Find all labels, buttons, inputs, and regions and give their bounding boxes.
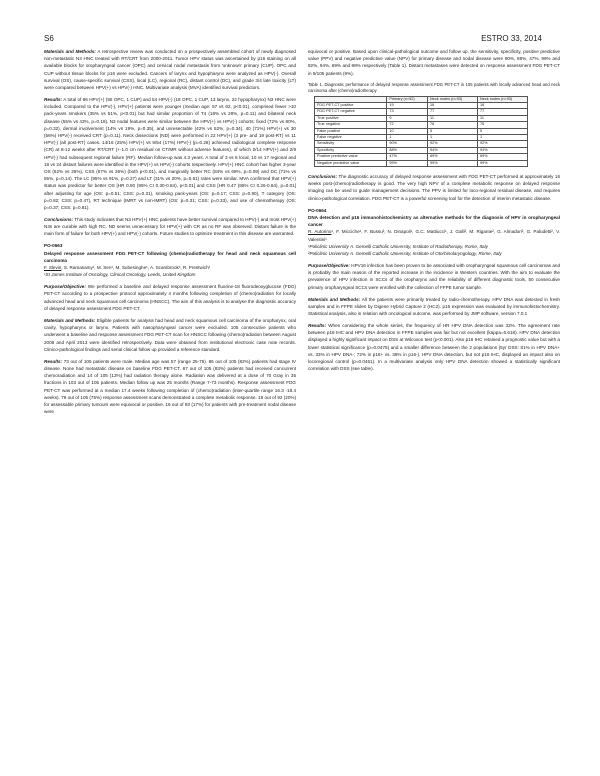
methods-text: Eligible patients for analysis had head and neck squamous cell carcinoma of the oropharynx, oral cavity, hypopharynx or larynx. Patients with nasopharyngeal cancer were excluded. 105 consecutive patients who underwent a baseline and response assessment FDG PET-CT scan for HNSCC following (chemo)radiation between August 2008 and April 2013 were identified retrospectively. Data were obtained from institutional electronic case note records. Clinico-pathological findings and serial clinical follow up provided a reference standard. — [44, 317, 297, 352]
table-cell: 11 — [428, 115, 478, 121]
table-cell: 94% — [428, 147, 478, 153]
table-cell: 5 — [478, 128, 528, 134]
abstract-methods-0663 — [44, 317, 296, 353]
right-column — [308, 48, 560, 377]
table-header-cell: Primary (n=92) — [387, 96, 428, 102]
table-cell: 16 — [478, 103, 528, 109]
table-cell: 72 — [387, 122, 428, 128]
abstract-id-0664: PO-0664 — [308, 207, 327, 213]
right-conclusions-paragraph — [308, 173, 560, 202]
left-results-label: Results: — [44, 97, 63, 103]
table-cell: 99% — [478, 160, 528, 166]
table-cell: 11 — [478, 115, 528, 121]
table-cell: FDG PET-CT positive — [315, 103, 387, 109]
right-continued-paragraph: equivocal or positive. Based upon clinical-pathological outcome and follow up, the sensitivity, specificity, positive predictive value (PPV) and negative predictive value (NPV) for primary disease and nodal disease were 90%, 88%, 47%, 99% and 92%, 94%, 69% and 99% respectively (Table 1). Distant metastases were detected on response assessment FDG PET-CT in 9/105 patients (9%). — [308, 49, 560, 76]
table-cell: 88% — [387, 147, 428, 153]
table-cell: 99% — [387, 160, 428, 166]
table-cell: True negative — [315, 122, 387, 128]
table-cell: 77 — [478, 109, 528, 115]
journal-header: ESTRO 33, 2014 — [481, 34, 542, 43]
abstract-title-0664: DNA detection and p16 immunohistochemistry as alternative methods for the diagnosis of HPV in oropharyngeal cancer — [308, 214, 560, 228]
table-cell: 1 — [387, 135, 428, 141]
table-cell: 92% — [478, 141, 528, 147]
authors-list: , S. Ramasamy¹, M. Sen¹, M. Subesinghe¹, A. Scarsbrook¹, R. Prestwich¹ — [61, 265, 211, 271]
abstract-affiliation-1: ¹Policlinic University A. Gemelli Catholic University, Institute of Radiotherapy, Rome, Italy — [308, 243, 488, 249]
table-cell: False negative — [315, 135, 387, 141]
presenter-name: F. Slevin — [44, 265, 62, 271]
table-cell: 76 — [478, 122, 528, 128]
left-column — [44, 48, 296, 420]
table-row — [315, 160, 528, 166]
abstract-results-0664 — [308, 322, 560, 372]
table-cell: 99% — [428, 160, 478, 166]
table-cell: 16 — [428, 103, 478, 109]
abstract-affiliation-2: ²Policlinic University A. Gemelli Catholic University, Institute of Otorhinolaryngology, Rome, Italy — [308, 250, 502, 256]
abstract-purpose-0663 — [44, 283, 296, 312]
results-label: Results: — [44, 358, 63, 364]
table-cell: False positive — [315, 128, 387, 134]
left-methods-label: Materials and Methods: — [44, 49, 96, 54]
left-conclusions-text: This study indicates that N3 HPV(+) HNC patients have better survival compared to HPV(-) and most HPV(+) N3s are curable with high RC. ND seems unnecessary for HPV(+) with CR as no RF was observed. Distant failure is the main form of failure for both HPV(+) and HPV(-) cohorts. Future studies to optimize treatment in this disease are warranted. — [44, 217, 296, 237]
abstract-title-0663: Delayed response assessment FDG PET-CT following (chemo)radiotherapy for head and neck squamous cell carcinoma — [44, 250, 296, 263]
table-cell: Sensitivity — [315, 141, 387, 147]
results-table — [314, 96, 528, 167]
authors-list: ¹, F. Micciche¹, F. Bussu², N. Dinapoli¹, G.C. Mattiucci¹, J. Galli², M. Rigante², G. Almadori², G. Paludetti², V. Valentini¹ — [308, 229, 560, 242]
table-cell: Negative predictive value — [315, 160, 387, 166]
right-conclusions-label: Conclusions: — [308, 174, 338, 180]
left-results-text: A total of 86 HPV(+) (55 OPC, 1 CUP) and 54 HPV(-) (18 OPC, 1 CUP, 13 larynx, 22 hypopharynx) N3 HNC were included. Compared to the HPV(-), HPV(+) patients were younger (median age: 57 vs 62, p<0.01), comprised fewer >10 pack-years smokers (35% vs 51%, p<0.01) but had similar proportion of T4 (18% vs 28%, p=0.11) and bilateral neck disease (55% vs 43%, p=0.18). N3 nodal features were similar between the HPV(+) vs HPV(-) cohorts: fixed (72% vs 80%, p=0.32), dermal involvement (14% vs 19%, p=0.35), and unresectable (42% vs 52%, p=0.34). 40 (71%) HPV(+) vs 30 (56%) HPV(-) received CRT (p=0.11). Neck dissections (ND) were performed in 22 HPV(+) (3 pre- and 19 post-RT) vs 11 HPV(-) (all post-RT) cases. 14/16 (25%) HPV(+) vs 9/54 (17%) HPV(-) (p=0.28) achieved radiological complete response (CR) at 8-12 weeks after RT/CRT (+-1.0 cm residual on CT/MR without adverse features), of which 0/14 HPV(+) and 2/9 HPV(-) had subsequent regional failure (RF). Median follow-up was 4.3 years. A total of 3 vs 6 local, 10 vs 17 regional and 18 vs 24 distant failures were identified in the HPV(+) vs HPV(-) cohorts respectively. HPV(+) HNC cohort has higher 3-year OS (62% vs 25%), CSS (67% vs 36%) (both p<0.01), and marginally better RC (84% vs 68%, p=0.09) and DC (71% vs 55%, p=0.14). The LC (95% vs 91%, p=0.27) and LT (31% vs 20%, p=0.61) rates were similar. MVA confirmed that HPV(+) status was predictor for better OS [HR 0.50 (95% CI 0.30-0.84), p<0.01] and CSS [HR 0.47 (95% CI 0.26-0.84), p=0.01] after adjusting for age (OS: p=0.51; CSS: p=0.31), smoking pack-years (OS: p=0.17; CSS: p=0.90), T category (OS: p=0.82; CSS: p=0.47), RT technique (IMRT vs non-IMRT) (OS: p=0.31; CSS: p=0.33), and use of chemotherapy (OS: p=0.37; CSS: p=0.81). — [44, 97, 296, 211]
table-cell: 76 — [428, 122, 478, 128]
table-cell: 10 — [387, 128, 428, 134]
abstract-purpose-0664 — [308, 262, 560, 291]
table-cell: 19 — [387, 103, 428, 109]
table-cell: 1 — [428, 135, 478, 141]
table-cell: 69% — [428, 154, 478, 160]
methods-text: All the patients were primarily treated by radio-chemotherapy. HPV DNA was detected in fresh samples and in FFPE slides by Digene Hybrid Capture 2 (HC2). p16 expression was evaluated by immunohistochemistry. Statistical analysis, also in relation with oncological outcome, was performed by JMP software, version 7.0.1 — [308, 296, 560, 316]
purpose-label: Purpose/Objective: — [308, 262, 350, 268]
table-cell: 92% — [428, 141, 478, 147]
left-results-paragraph — [44, 96, 296, 211]
left-conclusions-paragraph — [44, 216, 296, 238]
table-cell: FDG PET-CT negative — [315, 109, 387, 115]
abstract-authors-0664 — [308, 228, 560, 242]
table-cell: True positive — [315, 115, 387, 121]
left-methods-paragraph — [44, 48, 296, 91]
abstract-affiliation-0663: ¹St James Institute of Oncology, Clinical Oncology, Leeds, United Kingdom — [44, 272, 196, 278]
right-conclusions-text: The diagnostic accuracy of delayed response assessment with FDG PET-CT performed at approximately 16 weeks post-(chemo)radiotherapy is good. The very high NPV of a complete metabolic response on delayed response imaging can be used to guide management decisions. The PPV is limited for loco-regional residual disease, and requires clinico-pathological correlation. FDG PET-CT is a powerful screening tool for the detection of interim metastatic disease. — [308, 174, 560, 201]
table-header-cell: Neck nodes (n=93) — [428, 96, 478, 102]
results-text: When considering the whole series, the frequency of HR HPV DNA detection was 32%. The agreement rate between p16 IHC and HPV DNA detection in FFPE samples was fair but not excellent (kappa=0.618). HPV DNA detection displayed a highly significant impact on DSS at Wilcoxon test (p<0.001). Also p16 IHC retained a prognostic value but with a lower statistical significance (p=0.0475) and a smaller difference between the 2 populations (5yr DSS: 81% in HPV DNA+ vs. 33% in HPV DNA-; 72% in p16+ vs. 38% in p16-). HPV DNA detection, but not p16 IHC, displayed an impact also on locoregional control (p=0.0461). In a multivariate analysis only HPV DNA detection showed a statistically significant correlation with DSS (see table). — [308, 322, 560, 372]
table-cell: 69% — [478, 154, 528, 160]
table-cell: 5 — [428, 128, 478, 134]
purpose-text: HPV16 infection has been proven to be associated with oropharyngeal squamous cell carcinomas and is probably the main reason of the reported increase in the incidence in Western countries. With the aim to evaluate the prevalence of HPV infection in SCCs of the oropharynx and the reliability of different diagnostic tools, 50 consecutive primary oropharyngeal SCCs were enrolled with the collection of FFPE tumor sample. — [308, 262, 561, 290]
abstract-results-0663 — [44, 358, 296, 416]
abstract-methods-0664 — [308, 296, 560, 318]
table-caption: Table 1. Diagnostic performance of delayed response assessment FDG PET-CT in 105 patients with locally advanced head and neck carcinoma after (chemo)radiotherapy — [308, 81, 560, 93]
purpose-text: We performed a baseline and delayed response assessment fluorine-18 fluorodeoxyglucose (FDG) PET-CT according to a prospective protocol approximately 4 months following completion of (chemo)radiation for locally advanced head and neck squamous cell carcinoma (HNSCC). The aim of this analysis is to analyse the diagnostic accuracy of delayed response assessment FDG PET-CT. — [44, 284, 297, 311]
abstract-authors-0663 — [44, 264, 296, 271]
table-cell: 9 — [387, 115, 428, 121]
purpose-label: Purpose/Objective: — [44, 284, 86, 290]
table-header-cell: Neck nodes (n=93) — [478, 96, 528, 102]
page-number: S6 — [44, 34, 54, 43]
methods-label: Materials and Methods: — [308, 296, 361, 302]
table-cell: Specificity — [315, 147, 387, 153]
table-cell: 73 — [387, 109, 428, 115]
table-cell: 90% — [387, 141, 428, 147]
results-label: Results: — [308, 322, 327, 328]
left-conclusions-label: Conclusions: — [44, 217, 74, 223]
table-cell: 1 — [478, 135, 528, 141]
abstract-id-0663: PO-0663 — [44, 243, 63, 249]
presenter-name: R. Autorino — [308, 229, 332, 235]
table-cell: 47% — [387, 154, 428, 160]
results-text: 73 out of 105 patients were male. Median age was 57 (range 25-75). 86 out of 105 (82%) patients had stage IV disease. None had metastatic disease on baseline FDG PET-CT. 87 out of 105 (83%) patients had received concurrent chemoradiation and 14 of 105 (13%) had radiation therapy alone. Radiation was delivered at a dose of 70 Gray in 35 fractions in 103 out of 105 patients. Median follow up was 25 months (Range 7-73 months). Response assessment FDG PET-CT was performed at a median 17.4 weeks following completion of (chemo)radiation (inter-quartile range 16.3 -18.4 weeks). 79 out of 105 (75%) response assessment scans demonstrated a complete metabolic response. 19 out of 92 (20%) for assessable primary tumours were equivocal or positive. 16 out of 93 (17%) for patients with pre-treatment nodal disease were — [44, 358, 296, 415]
table-cell: 77 — [428, 109, 478, 115]
methods-label: Materials and Methods: — [44, 317, 96, 323]
left-methods-text: A retrospective review was conducted on a prospectively assembled cohort of newly diagnosed non-metastatic N3 HNC treated with RT/CRT from 2000-2011. Tumor HPV status was ascertained by p16 staining on all available blocks for oropharyngeal cancer (OPC) and cervical nodal metastasis from 'unknown' primary (CUP). OPC and CUP without tissue blocks for p16 were excluded. Cancers of larynx and hypopharynx were analyzed as HPV(-). Overall survival (OS), cause-specific survival (CSS), local (LC), regional (RC), distant control (DC), and grade 3/4 late toxicity (LT) were compared between HPV(+) vs HPV(-) HNC. Multivariate analysis (MVA) identified survival predictors. — [44, 49, 296, 91]
table-cell: 94% — [478, 147, 528, 153]
table-cell: Positive predictive value — [315, 154, 387, 160]
